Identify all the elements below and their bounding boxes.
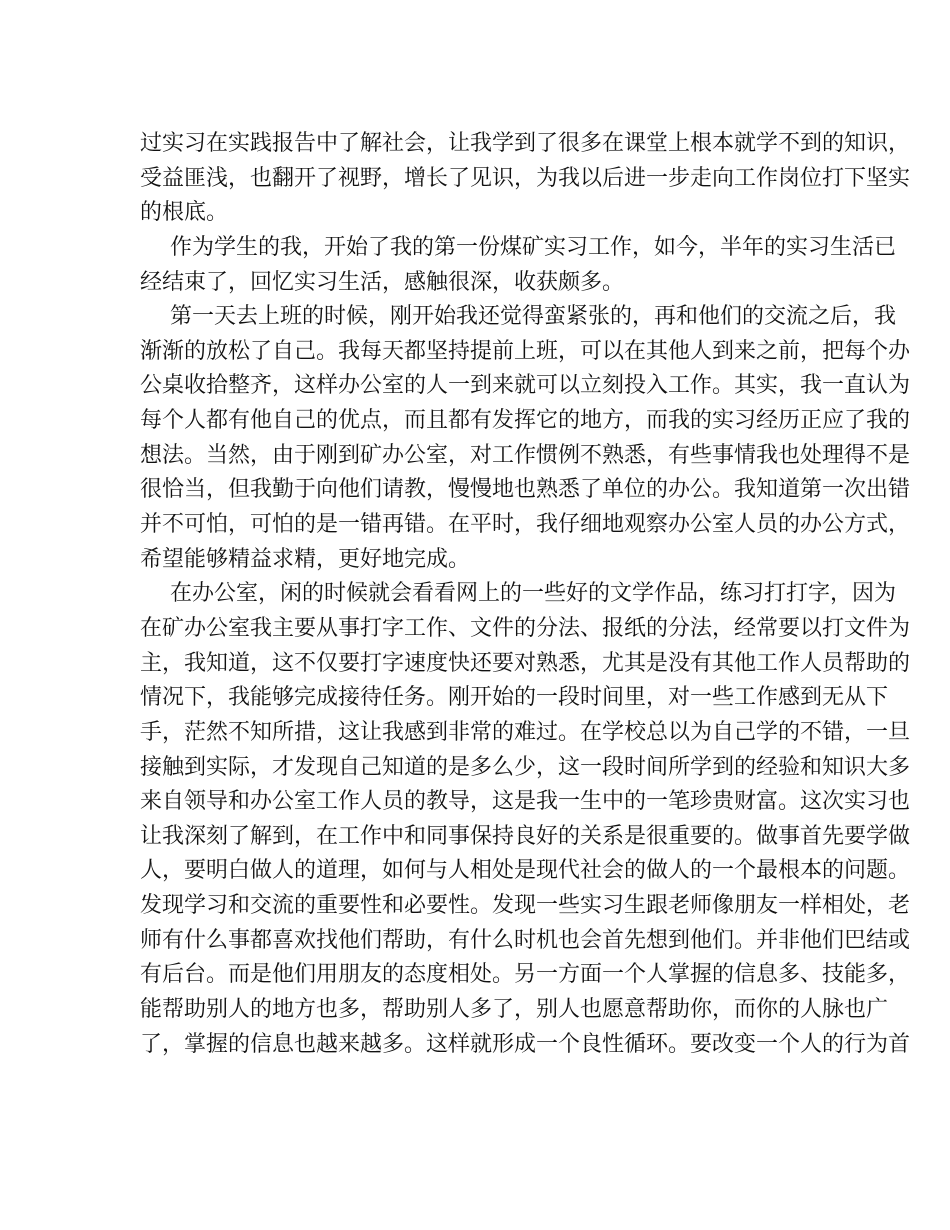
text-line: 发现学习和交流的重要性和必要性。发现一些实习生跟老师像朋友一样相处，老: [140, 892, 911, 918]
text-line: 能帮助别人的地方也多，帮助别人多了，别人也愿意帮助你，而你的人脉也广: [140, 996, 889, 1022]
text-line: 接触到实际，才发现自己知道的是多么少，这一段时间所学到的经验和知识大多: [140, 753, 911, 779]
paragraph-start-line: 作为学生的我，开始了我的第一份煤矿实习工作，如今，半年的实习生活已: [170, 233, 897, 259]
text-line: 师有什么事都喜欢找他们帮助，有什么时机也会首先想到他们。并非他们巴结或: [140, 926, 911, 952]
paragraph-start-line: 第一天去上班的时候，刚开始我还觉得蛮紧张的，再和他们的交流之后，我: [170, 303, 897, 329]
text-line: 来自领导和办公室工作人员的教导，这是我一生中的一笔珍贵财富。这次实习也: [140, 788, 911, 814]
text-line: 公桌收拾整齐，这样办公室的人一到来就可以立刻投入工作。其实，我一直认为: [140, 372, 911, 398]
text-line: 主，我知道，这不仅要打字速度快还要对熟悉，尤其是没有其他工作人员帮助的: [140, 649, 911, 675]
text-line: 经结束了，回忆实习生活，感触很深，收获颇多。: [140, 268, 625, 294]
text-line: 很恰当，但我勤于向他们请教，慢慢地也熟悉了单位的办公。我知道第一次出错: [140, 476, 911, 502]
text-line: 了，掌握的信息也越来越多。这样就形成一个良性循环。要改变一个人的行为首: [140, 1030, 911, 1056]
text-line: 并不可怕，可怕的是一错再错。在平时，我仔细地观察办公室人员的办公方式，: [140, 511, 911, 537]
text-line: 每个人都有他自己的优点，而且都有发挥它的地方，而我的实习经历正应了我的: [140, 407, 911, 433]
text-line: 在矿办公室我主要从事打字工作、文件的分法、报纸的分法，经常要以打文件为: [140, 614, 911, 640]
text-line: 过实习在实践报告中了解社会，让我学到了很多在课堂上根本就学不到的知识，: [140, 130, 911, 155]
text-line: 人，要明白做人的道理，如何与人相处是现代社会的做人的一个最根本的问题。: [140, 857, 911, 883]
text-line: 让我深刻了解到，在工作中和同事保持良好的关系是很重要的。做事首先要学做: [140, 822, 911, 848]
text-line: 渐渐的放松了自己。我每天都坚持提前上班，可以在其他人到来之前，把每个办: [140, 337, 911, 363]
text-line: 情况下，我能够完成接待任务。刚开始的一段时间里，对一些工作感到无从下: [140, 684, 889, 710]
text-line: 想法。当然，由于刚到矿办公室，对工作惯例不熟悉，有些事情我也处理得不是: [140, 441, 911, 467]
text-line: 手，茫然不知所措，这让我感到非常的难过。在学校总以为自己学的不错，一旦: [140, 718, 911, 744]
text-line: 受益匪浅，也翻开了视野，增长了见识，为我以后进一步走向工作岗位打下坚实: [140, 164, 911, 190]
text-line: 有后台。而是他们用朋友的态度相处。另一方面一个人掌握的信息多、技能多，: [140, 961, 911, 987]
text-line: 希望能够精益求精，更好地完成。: [140, 545, 471, 571]
paragraph-start-line: 在办公室，闲的时候就会看看网上的一些好的文学作品，练习打打字，因为: [170, 580, 897, 606]
text-line: 的根底。: [140, 199, 229, 225]
document-body: [140, 126, 911, 1061]
